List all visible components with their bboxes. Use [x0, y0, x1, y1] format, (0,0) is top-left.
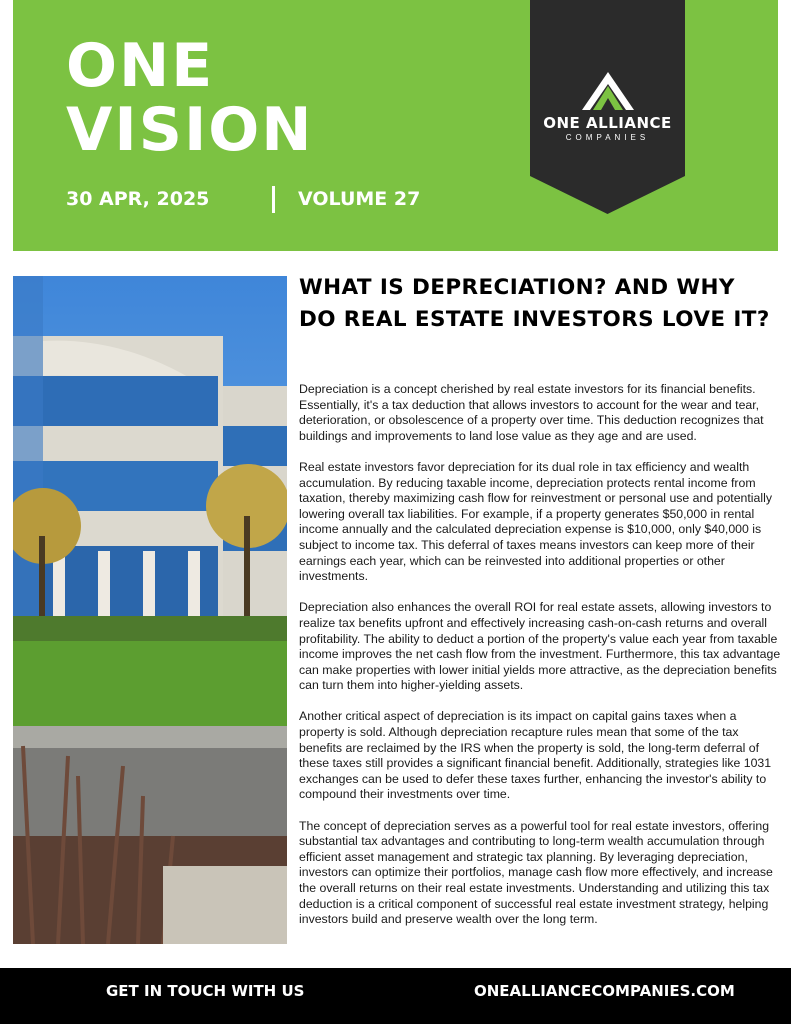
article-headline: WHAT IS DEPRECIATION? AND WHY DO REAL ESTATE INVESTORS LOVE IT?	[299, 275, 770, 332]
badge-shape	[530, 0, 685, 214]
article-paragraph: Another critical aspect of depreciation is its impact on capital gains taxes when a property is sold. Although depreciation recapture rules mean that some of the tax benefits are reclaimed by the IRS when the property is sold, the long-term deferral of these taxes still provides a significant financial benefit. Additionally, strategies like 1031 exchanges can be used to defer these taxes further, enhancing the investor's ability to compound their investments over time.	[299, 709, 772, 802]
article-body	[299, 382, 784, 943]
article-paragraph: Depreciation also enhances the overall ROI for real estate assets, allowing investors to realize tax benefits upfront and effectively increasing cash-on-cash returns and overall profitability. The ability to deduct a portion of the property's value each year from taxable income improves the net cash flow from the investment. Furthermore, this tax advantage can make properties with lower initial yields more attractive, as the depreciation benefits can turn them into higher-yielding assets.	[299, 600, 781, 693]
brand-subtitle: COMPANIES	[565, 133, 650, 142]
article-paragraph: The concept of depreciation serves as a powerful tool for real estate investors, offering substantial tax advantages and contributing to long-term wealth accumulation through efficient asset management and strategic tax planning. By leveraging depreciation, investors can optimize their portfolios, manage cash flow more effectively, and increase the overall returns on their real estate investments. Understanding and utilizing this tax deduction is a critical component of successful real estate investment strategy, helping investors build and preserve wealth over the long term.	[299, 818, 773, 927]
brand-badge	[530, 0, 685, 214]
article-paragraph: Depreciation is a concept cherished by real estate investors for its financial benefits. Essentially, it's a tax deduction that allows investors to account for the wear and tear, deterioration, or obsolescence of a property over time. This deduction recognizes that buildings and improvements to land lose value as they age and are used.	[299, 382, 764, 443]
article-paragraph: Real estate investors favor depreciation for its dual role in tax efficiency and wealth accumulation. By reducing taxable income, depreciation protects rental income from taxation, thereby maximizing cash flow for reinvestment or personal use and potentially lowering overall tax liabilities. For example, if a property generates $50,000 in rental income annually and the calculated depreciation expense is $10,000, only $40,000 is subject to income tax. This deferral of taxes means investors can keep more of their earnings each year, which can be reinvested into additional properties or other investments.	[299, 459, 772, 584]
contact-cta[interactable]: GET IN TOUCH WITH US	[106, 982, 305, 1000]
footer-bar	[0, 968, 791, 1024]
issue-volume: VOLUME 27	[298, 188, 421, 210]
brand-name: ONE ALLIANCE	[543, 114, 672, 132]
website-link[interactable]: ONEALLIANCECOMPANIES.COM	[474, 982, 735, 1000]
masthead-title-line-1: ONE	[66, 31, 215, 101]
masthead-title-line-2: VISION	[66, 95, 314, 165]
date-volume-divider	[272, 186, 275, 213]
building-photo	[13, 276, 287, 944]
issue-date: 30 APR, 2025	[66, 188, 210, 210]
